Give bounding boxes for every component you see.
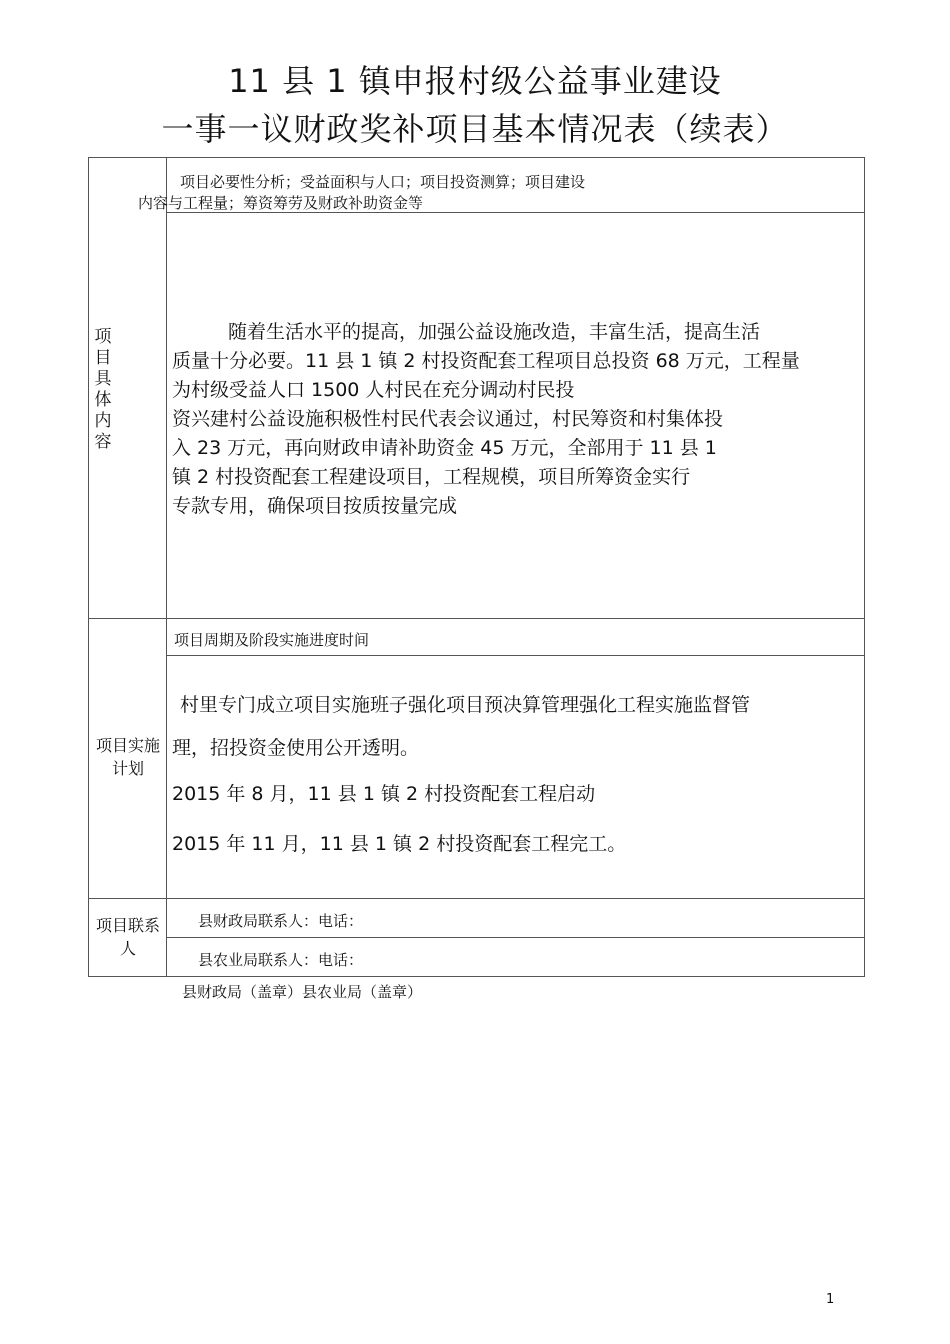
plan-body-line1: 村里专门成立项目实施班子强化项目预决算管理强化工程实施监督管 <box>180 694 751 716</box>
document-title-line2: 一事一议财政奖补项目基本情况表（续表） <box>161 110 789 148</box>
content-body-line: 为村级受益人口 1500 人村民在充分调动村民投 <box>172 379 575 401</box>
content-body-line: 专款专用，确保项目按质按量完成 <box>172 495 458 517</box>
section-divider-1 <box>88 618 865 619</box>
agriculture-contact: 县农业局联系人：电话： <box>198 951 364 969</box>
label-column-divider <box>166 157 167 977</box>
content-section-label: 项目具体内容 <box>94 327 112 452</box>
table-border-bottom <box>88 976 865 977</box>
contact-divider <box>166 937 865 938</box>
plan-header-divider <box>166 655 865 656</box>
content-body-line: 随着生活水平的提高，加强公益设施改造，丰富生活，提高生活 <box>228 321 761 343</box>
page-number: 1 <box>826 1292 835 1307</box>
content-body <box>172 318 800 521</box>
plan-header: 项目周期及阶段实施进度时间 <box>174 631 370 649</box>
document-title-line1: 11 县 1 镇申报村级公益事业建设 <box>228 62 722 100</box>
content-body-line: 资兴建村公益设施积极性村民代表会议通过，村民筹资和村集体投 <box>172 408 724 430</box>
project-table <box>88 157 865 977</box>
contact-section-label: 项目联系人 <box>96 916 161 958</box>
content-body-line: 质量十分必要。11 县 1 镇 2 村投资配套工程项目总投资 68 万元，工程量 <box>172 350 800 372</box>
plan-body-line3: 2015 年 8 月，11 县 1 镇 2 村投资配套工程启动 <box>172 783 596 805</box>
plan-section-label: 项目实施计划 <box>96 736 161 778</box>
finance-contact: 县财政局联系人：电话： <box>198 912 364 930</box>
content-body-line: 入 23 万元，再向财政申请补助资金 45 万元，全部用于 11 县 1 <box>172 437 717 459</box>
footer-seal: 县财政局（盖章）县农业局（盖章） <box>182 983 423 1001</box>
table-border-top <box>88 157 865 158</box>
section-divider-2 <box>88 898 865 899</box>
table-border-left <box>88 157 89 977</box>
content-header-line2: 内容与工程量；筹资筹劳及财政补助资金等 <box>138 194 424 212</box>
plan-body-line4: 2015 年 11 月，11 县 1 镇 2 村投资配套工程完工。 <box>172 833 627 855</box>
plan-body-line2: 理，招投资金使用公开透明。 <box>172 737 420 759</box>
table-border-right <box>864 157 865 977</box>
content-header-line1: 项目必要性分析；受益面积与人口；项目投资测算；项目建设 <box>180 173 586 191</box>
content-body-line: 镇 2 村投资配套工程建设项目，工程规模，项目所筹资金实行 <box>172 466 691 488</box>
